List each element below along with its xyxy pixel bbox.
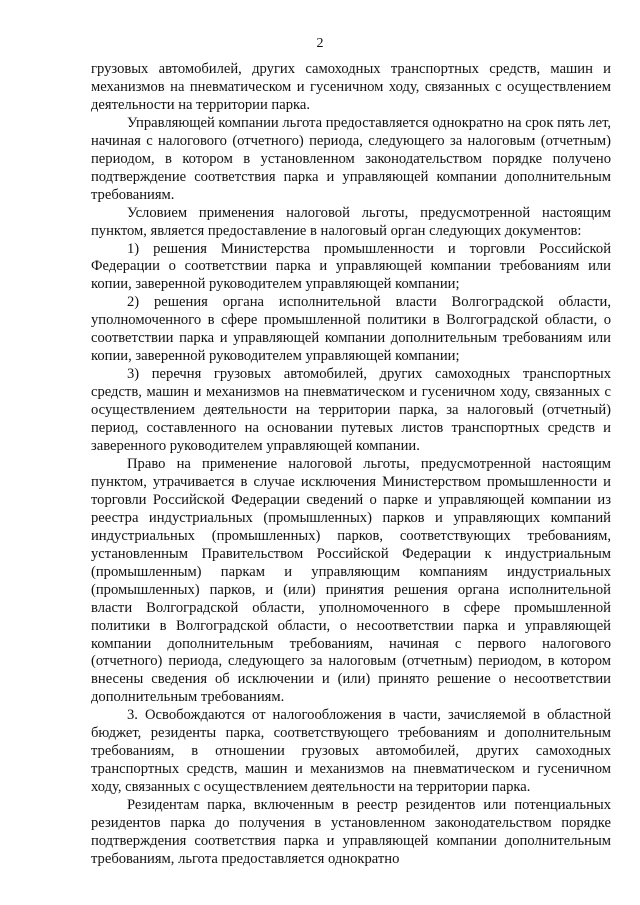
paragraph-residents: Резидентам парка, включенным в реестр резидентов или потенциальных резидентов парка до получения в установленном законодательством порядке подтверждения соответствия парка и управляющей компании дополнительным требованиям, льгота предоставляется однократно <box>91 797 611 867</box>
list-item-1: 1) решения Министерства промышленности и торговли Российской Федерации о соответствии парка и управляющей компании требованиям или копии, заверенной руководителем управляющей компании; <box>91 240 611 293</box>
paragraph-clause-3: 3. Освобождаются от налогообложения в части, зачисляемой в областной бюджет, резиденты парка, соответствующего требованиям и дополнительным требованиям, в отношении грузовых автомобилей, других самоходных транспортных средств, машин и механизмов на пневматическом и гусеничном ходу, связанных с осуществлением деятельности на территории парка. <box>91 707 611 796</box>
paragraph-benefit-loss: Право на применение налоговой льготы, предусмотренной настоящим пунктом, утрачивается в случае исключения Министерством промышленности и торговли Российской Федерации сведений о парке и управляющей компании из реестра индустриальных (промышленных) парков и управляющих компаний индустриальных (промышленных) парков, соответствующих требованиям, установленным Правительством Российской Федерации к индустриальным (промышленным) паркам и управляющим компаниям индустриальных (промышленных) парков, и (или) принятия решения органа исполнительной власти Волгоградской области, уполномоченного в сфере промышленной политики в Волгоградской области, о несоответствии парка и управляющей компании дополнительным требованиям, начиная с первого налогового (отчетного) периода, следующего за налоговым (отчетным) периодом, в котором внесены сведения об исключении и (или) принято решение о несоответствии дополнительным требованиям. <box>91 455 611 706</box>
list-item-3: 3) перечня грузовых автомобилей, других самоходных транспортных средств, машин и механизмов на пневматическом и гусеничном ходу, связанных с осуществлением деятельности на территории парка, за налоговый (отчетный) период, составленного на основании путевых листов транспортных средств и заверенного руководителем управляющей компании. <box>91 366 611 455</box>
paragraph-benefit-condition: Условием применения налоговой льготы, предусмотренной настоящим пунктом, является предоставление в налоговый орган следующих документов: <box>91 204 611 239</box>
document-body <box>91 61 611 869</box>
paragraph-continuation: грузовых автомобилей, других самоходных транспортных средств, машин и механизмов на пневматическом и гусеничном ходу, связанных с осуществлением деятельности на территории парка. <box>91 61 611 113</box>
paragraph-management-company-benefit: Управляющей компании льгота предоставляется однократно на срок пять лет, начиная с налогового (отчетного) периода, следующего за налоговым (отчетным) периодом, в котором в установленном законодательством порядке получено подтверждение соответствия парка и управляющей компании дополнительным требованиям. <box>91 114 611 203</box>
list-item-2: 2) решения органа исполнительной власти Волгоградской области, уполномоченного в сфере промышленной политики в Волгоградской области, о соответствии парка и управляющей компании дополнительным требованиям или копии, заверенной руководителем управляющей компании; <box>91 294 611 365</box>
page-number: 2 <box>316 36 324 51</box>
